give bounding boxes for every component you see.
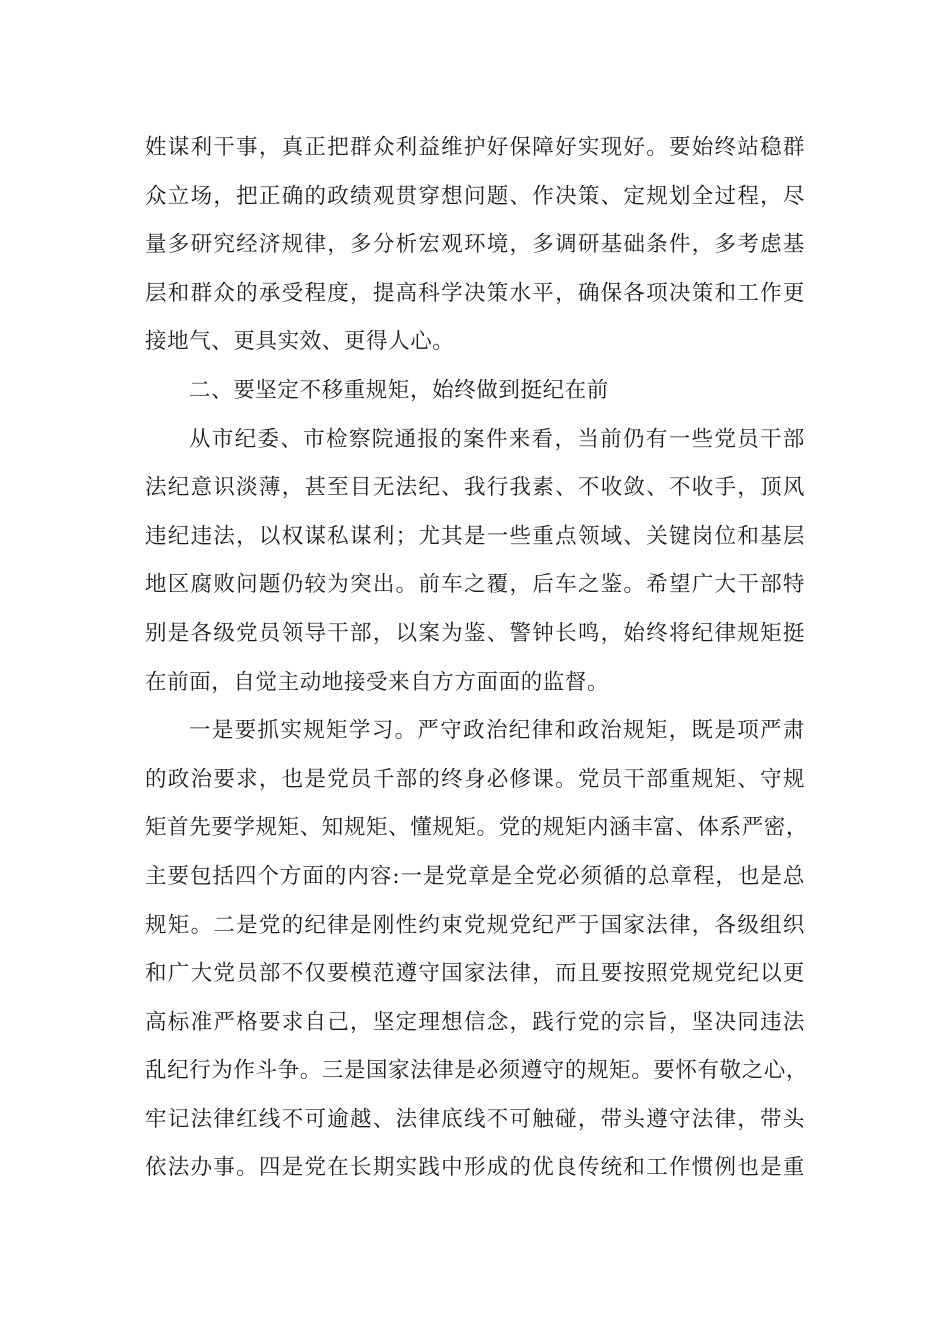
- text-line: 牢记法律红线不可逾越、法律底线不可触碰，带头遵守法律，带头: [145, 1106, 805, 1132]
- text-line: 在前面，自觉主动地接受来自方方面面的监督。: [145, 669, 610, 695]
- text-line: 和广大党员部不仅要模范遵守国家法律，而且要按照党规党纪以更: [145, 961, 805, 987]
- text-line: 众立场，把正确的政绩观贯穿想问题、作决策、定规划全过程，尽: [145, 183, 805, 209]
- text-line: 接地气、更具实效、更得人心。: [145, 329, 455, 355]
- text-line: 从市纪委、市检察院通报的案件来看，当前仍有一些党员干部: [189, 426, 805, 452]
- text-line: 法纪意识淡薄，甚至目无法纪、我行我素、不收敛、不收手，顶风: [145, 475, 805, 501]
- text-line: 地区腐败问题仍较为突出。前车之覆，后车之鉴。希望广大干部特: [145, 572, 805, 598]
- text-line: 的政治要求，也是党员千部的终身必修课。党员干部重规矩、守规: [145, 766, 805, 792]
- text-line: 一是要抓实规矩学习。严守政治纪律和政治规矩，既是项严肃: [189, 718, 805, 744]
- text-line: 乱纪行为作斗争。三是国家法律是必须遵守的规矩。要怀有敬之心，: [145, 1058, 809, 1084]
- text-line: 量多研究经济规律，多分析宏观环境，多调研基础条件，多考虑基: [145, 232, 805, 258]
- text-line: 主要包括四个方面的内容:一是党章是全党必须循的总章程，也是总: [145, 863, 805, 889]
- text-line: 高标准严格要求自己，坚定理想信念，践行党的宗旨，坚决同违法: [145, 1009, 805, 1035]
- text-line: 层和群众的承受程度，提高科学决策水平，确保各项决策和工作更: [145, 280, 805, 306]
- text-line: 规矩。二是党的纪律是刚性约束党规党纪严于国家法律，各级组织: [145, 912, 805, 938]
- text-line: 别是各级党员领导干部，以案为鉴、警钟长鸣，始终将纪律规矩挺: [145, 620, 805, 646]
- text-line: 姓谋利干事，真正把群众利益维护好保障好实现好。要始终站稳群: [145, 135, 805, 160]
- body-text: [145, 124, 809, 1193]
- text-line: 违纪违法，以权谋私谋利；尤其是一些重点领域、关键岗位和基层: [145, 523, 805, 549]
- text-line: 二、要坚定不移重规矩，始终做到挺纪在前: [189, 377, 609, 403]
- text-line: 依法办事。四是党在长期实践中形成的优良传统和工作惯例也是重: [145, 1155, 805, 1181]
- text-line: 矩首先要学规矩、知规矩、懂规矩。党的规矩内涵丰富、体系严密，: [145, 815, 809, 841]
